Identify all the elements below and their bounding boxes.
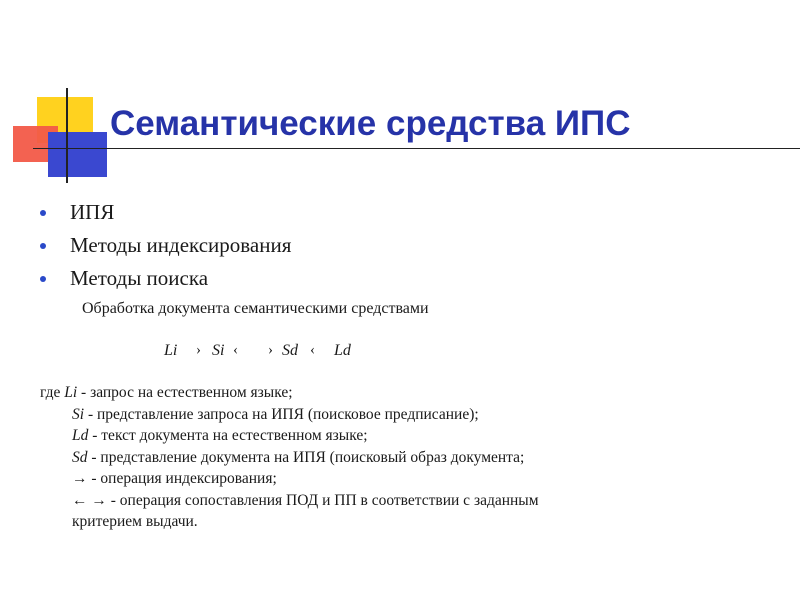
- legend-symbol: →: [72, 470, 88, 487]
- formula-term-si: Si: [212, 342, 225, 359]
- legend-row-sd: [40, 447, 539, 469]
- legend-text: - операция индексирования;: [87, 470, 277, 487]
- legend-text: - представление документа на ИПЯ (поисковый образ документа;: [87, 448, 525, 466]
- legend-symbol: Si: [72, 405, 85, 423]
- formula: [160, 340, 380, 364]
- legend-text: - представление запроса на ИПЯ (поисковое предписание);: [84, 405, 479, 423]
- legend-row-matching: [40, 490, 539, 512]
- title-underline: [33, 148, 800, 149]
- formula-arrow-right: ›: [268, 342, 273, 358]
- formula-term-ld: Ld: [334, 342, 351, 359]
- formula-arrow-left: ‹: [310, 342, 315, 358]
- legend-text: - текст документа на естественном языке;: [88, 427, 368, 444]
- formula-arrow-right: ›: [196, 342, 201, 358]
- legend-intro: где: [40, 384, 61, 401]
- formula-term-sd: Sd: [282, 342, 298, 359]
- subtitle: Обработка документа семантическими средствами: [82, 300, 429, 317]
- legend-row-ld: [40, 425, 539, 447]
- legend-block: [40, 382, 539, 533]
- bullet-item-ipya: ИПЯ: [40, 196, 291, 229]
- slide-title: Семантические средства ИПС: [110, 104, 631, 143]
- legend-row-si: [40, 404, 539, 426]
- legend-row-indexing: [40, 468, 539, 490]
- formula-term-li: Li: [164, 342, 178, 359]
- legend-symbol: Li: [64, 384, 78, 401]
- legend-symbol: Sd: [72, 448, 88, 466]
- bullet-list: [40, 196, 291, 295]
- legend-symbol: ← →: [72, 491, 107, 509]
- legend-text: - операция сопоставления ПОД и ПП в соответствии с заданным: [106, 491, 539, 509]
- legend-row-li: [40, 382, 539, 404]
- formula-arrow-left: ‹: [233, 342, 238, 358]
- legend-symbol: Ld: [72, 427, 89, 444]
- legend-text: критерием выдачи.: [72, 513, 198, 530]
- bullet-item-indexing-methods: Методы индексирования: [40, 229, 291, 262]
- legend-row-criterion: [40, 511, 539, 533]
- decor-blue-square: [48, 132, 107, 177]
- bullet-item-search-methods: Методы поиска: [40, 262, 291, 295]
- decor-vertical-line: [66, 88, 68, 183]
- legend-text: - запрос на естественном языке;: [77, 384, 293, 401]
